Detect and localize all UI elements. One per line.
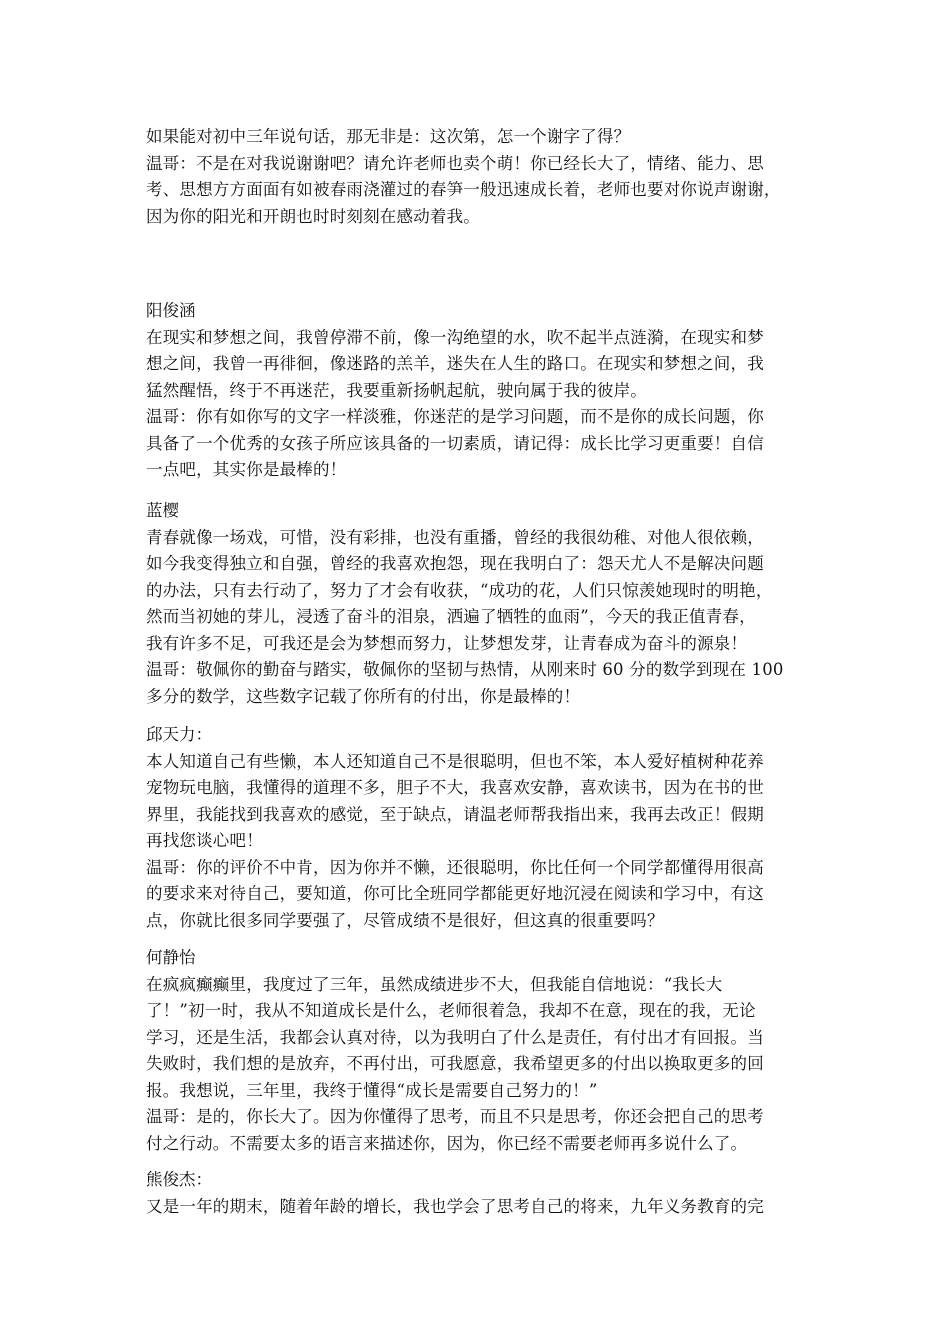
text-line: 在疯疯癫癫里，我度过了三年，虽然成绩进步不大，但我能自信地说：“我长大 [146, 974, 723, 994]
teacher-comment-line: 付之行动。不需要太多的语言来描述你，因为，你已经不需要老师再多说什么了。 [146, 1133, 748, 1153]
teacher-comment-line: 一点吧，其实你是最棒的！ [146, 460, 347, 479]
text-line: 然而当初她的芽儿，浸透了奋斗的泪泉，洒遍了牺牲的血雨”，今天的我正值青春， [146, 607, 756, 626]
teacher-comment-line: 温哥：不是在对我说谢谢吧？请允许老师也卖个萌！你已经长大了，情绪、能力、思 [146, 153, 764, 173]
text-line: 界里，我能找到我喜欢的感觉，至于缺点，请温老师帮我指出来，我再去改正！假期 [146, 804, 764, 824]
student-name: 邱天力： [146, 725, 212, 744]
teacher-comment-line: 温哥：敬佩你的勤奋与踏实，敬佩你的坚韧与热情，从刚来时 60 分的数学到现在 100 [146, 660, 784, 679]
teacher-comment-line: 考、思想方方面面有如被春雨浇灌过的春笋一般迅速成长着，老师也要对你说声谢谢， [146, 180, 781, 199]
text-line: 宠物玩电脑，我懂得的道理不多，胆子不大，我喜欢安静，喜欢读书，因为在书的世 [146, 778, 764, 797]
text-line: 如果能对初中三年说句话，那无非是：这次第，怎一个谢字了得？ [146, 127, 631, 146]
teacher-comment-line: 温哥：你有如你写的文字一样淡雅，你迷茫的是学习问题，而不是你的成长问题，你 [146, 407, 764, 426]
text-line: 猛然醒悟，终于不再迷茫，我要重新扬帆起航，驶向属于我的彼岸。 [146, 380, 647, 400]
text-line: 再找您谈心吧！ [146, 831, 263, 850]
section-student-4 [146, 945, 810, 1157]
teacher-comment-line: 点，你就比很多同学要强了，尽管成绩不是很好，但这真的很重要吗？ [146, 910, 664, 930]
teacher-comment-line: 具备了一个优秀的女孩子所应该具备的一切素质，请记得：成长比学习更重要！自信 [146, 433, 764, 453]
text-line: 如今我变得独立和自强，曾经的我喜欢抱怨，现在我明白了：怨天尤人不是解决问题 [146, 554, 764, 573]
text-line: 又是一年的期末，随着年龄的增长，我也学会了思考自己的将来，九年义务教育的完 [146, 1196, 764, 1216]
teacher-comment-line: 温哥：你的评价不中肯，因为你并不懒，还很聪明，你比任何一个同学都懂得用很高 [146, 857, 764, 877]
text-line: 在现实和梦想之间，我曾停滞不前，像一沟绝望的水，吹不起半点涟漪，在现实和梦 [146, 327, 764, 347]
student-name: 蓝樱 [146, 501, 179, 520]
section-student-3 [146, 722, 810, 934]
student-name: 何静怡 [146, 948, 196, 967]
section-intro [146, 124, 810, 230]
text-line: 了！”初一时，我从不知道成长是什么，老师很着急，我却不在意，现在的我，无论 [146, 1001, 756, 1020]
student-name: 熊俊杰： [146, 1170, 212, 1189]
text-line: 学习，还是生活，我都会认真对待，以为我明白了什么是责任，有付出才有回报。当 [146, 1027, 764, 1047]
teacher-comment-line: 多分的数学，这些数字记载了你所有的付出，你是最棒的！ [146, 686, 581, 706]
teacher-comment-line: 的要求来对待自己，要知道，你可比全班同学都能更好地沉浸在阅读和学习中，有这 [146, 884, 764, 903]
text-line: 想之间，我曾一再徘徊，像迷路的羔羊，迷失在人生的路口。在现实和梦想之间，我 [146, 354, 764, 373]
text-line: 的办法，只有去行动了，努力了才会有收获，“成功的花，人们只惊羡她现时的明艳， [146, 580, 773, 600]
text-line: 报。我想说，三年里，我终于懂得“成长是需要自己努力的！” [146, 1080, 598, 1100]
text-line: 我有许多不足，可我还是会为梦想而努力，让梦想发芽，让青春成为奋斗的源泉！ [146, 633, 748, 653]
text-line: 本人知道自己有些懒，本人还知道自己不是很聪明，但也不笨，本人爱好植树种花养 [146, 751, 764, 771]
section-student-1 [146, 298, 810, 484]
section-student-2 [146, 498, 810, 710]
text-line: 失败时，我们想的是放弃，不再付出，可我愿意，我希望更多的付出以换取更多的回 [146, 1054, 764, 1073]
text-line: 青春就像一场戏，可惜，没有彩排，也没有重播，曾经的我很幼稚、对他人很依赖， [146, 527, 764, 547]
teacher-comment-line: 因为你的阳光和开朗也时时刻刻在感动着我。 [146, 206, 480, 226]
section-student-5 [146, 1167, 810, 1220]
teacher-comment-line: 温哥：是的，你长大了。因为你懂得了思考，而且不只是思考，你还会把自己的思考 [146, 1107, 764, 1126]
student-name: 阳俊涵 [146, 301, 196, 320]
